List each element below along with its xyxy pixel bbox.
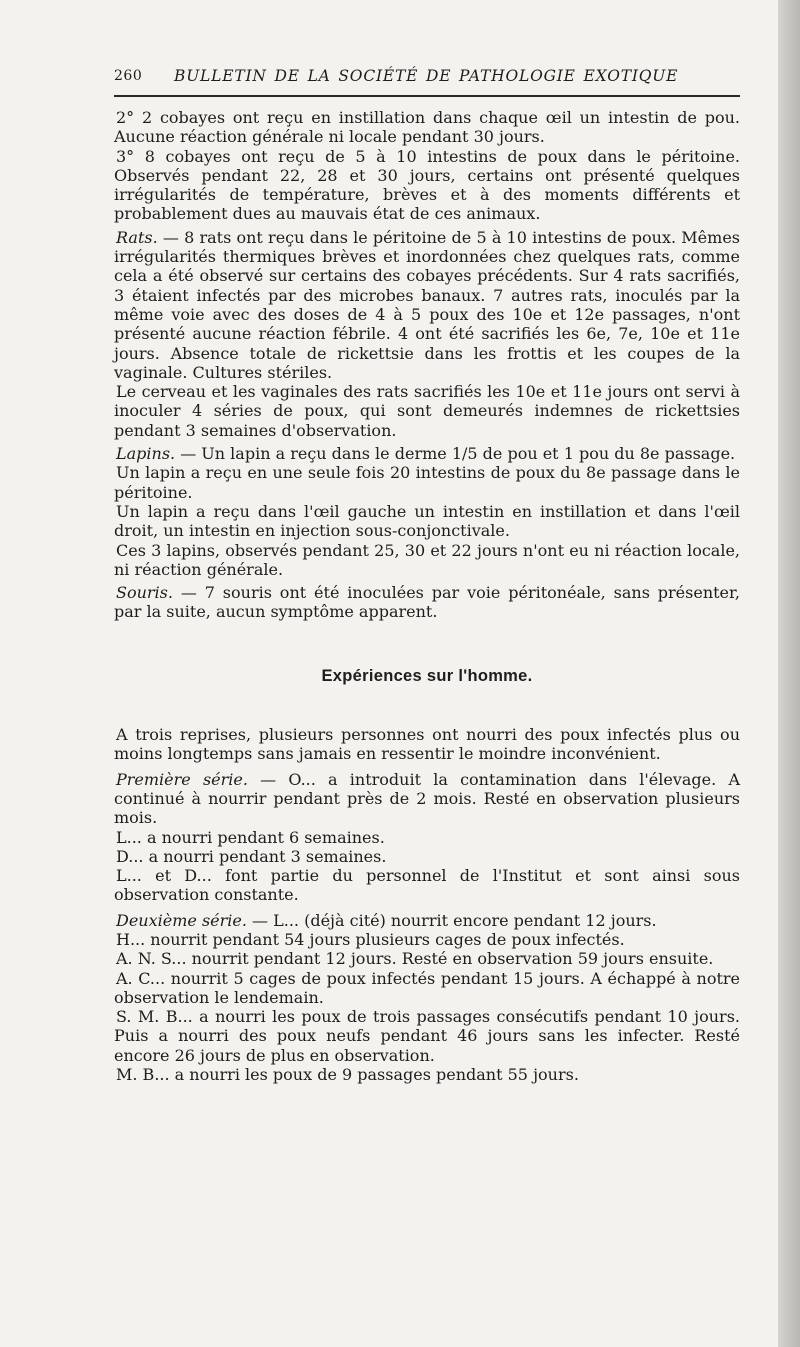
page-header [114, 64, 740, 90]
paragraph: S. M. B... a nourri les poux de trois passages consécutifs pendant 10 jours. Puis a nourri des poux neufs pendant 46 jours sans les infecter. Resté encore 26 jours de plus en observation. [114, 1007, 740, 1065]
paragraph-label: Lapins. [116, 444, 176, 464]
paragraph: L... a nourri pendant 6 semaines. [116, 827, 385, 847]
paragraph: A. N. S... nourrit pendant 12 jours. Resté en observation 59 jours ensuite. [116, 949, 714, 969]
paragraph: Souris. — 7 souris ont été inoculées par voie péritonéale, sans présenter, par la suite, aucun symptôme apparent. [114, 583, 740, 622]
paragraph: Ces 3 lapins, observés pendant 25, 30 et 22 jours n'ont eu ni réaction locale, ni réaction générale. [114, 540, 740, 579]
page-edge-shadow [778, 0, 800, 1347]
running-title: BULLETIN DE LA SOCIÉTÉ DE PATHOLOGIE EXOTIQUE [174, 67, 679, 85]
body-text [114, 108, 740, 1084]
paragraph: D... a nourri pendant 3 semaines. [116, 846, 387, 866]
paragraph: L... et D... font partie du personnel de l'Institut et sont ainsi sous observation constante. [114, 866, 740, 905]
paragraph: Lapins. — Un lapin a reçu dans le derme 1/5 de pou et 1 pou du 8e passage. [116, 444, 736, 464]
paragraph: M. B... a nourri les poux de 9 passages pendant 55 jours. [116, 1065, 579, 1085]
paragraph: A trois reprises, plusieurs personnes ont nourri des poux infectés plus ou moins longtemps sans jamais en ressentir le moindre inconvénient. [114, 725, 740, 764]
paragraph: Deuxième série. — L... (déjà cité) nourrit encore pendant 12 jours. [116, 910, 657, 930]
paragraph: 3° 8 cobayes ont reçu de 5 à 10 intestins de poux dans le péritoine. Observés pendant 22, 28 et 30 jours, certains ont présenté quelques irrégularités de température, brèves et à des moments différents et probablement dues au mauvais état de ces animaux. [114, 146, 740, 224]
paragraph: H... nourrit pendant 54 jours plusieurs cages de poux infectés. [116, 929, 625, 949]
paragraph-label: Deuxième série. [116, 910, 247, 930]
paragraph: A. C... nourrit 5 cages de poux infectés pendant 15 jours. A échappé à notre observation le lendemain. [114, 968, 740, 1007]
header-rule [114, 95, 740, 97]
paragraph-label: Souris. [116, 583, 173, 603]
paragraph: Rats. — 8 rats ont reçu dans le péritoine de 5 à 10 intestins de poux. Mêmes irrégularités thermiques brèves et inordonnées chez quelques rats, comme cela a été observé sur certains des cobayes précédents. Sur 4 rats sacrifiés, 3 étaient infectés par des microbes banaux. 7 autres rats, inoculés par la même voie avec des doses de 4 à 5 poux des 10e et 12e passages, n'ont présenté aucune réaction fébrile. 4 ont été sacrifiés les 6e, 7e, 10e et 11e jours. Absence totale de rickettsie dans les frottis et les coupes de la vaginale. Cultures stériles. [114, 227, 740, 382]
section-heading: Expériences sur l'homme. [321, 666, 533, 685]
paragraph-label: Première série. [116, 769, 248, 789]
paragraph: Le cerveau et les vaginales des rats sacrifiés les 10e et 11e jours ont servi à inoculer 4 séries de poux, qui sont demeurés indemnes de rickettsies pendant 3 semaines d'observation. [114, 382, 740, 440]
paragraph-label: Rats. [116, 227, 158, 247]
paragraph: Un lapin a reçu dans l'œil gauche un intestin en instillation et dans l'œil droit, un intestin en injection sous-conjonctivale. [114, 501, 740, 541]
paragraph: 2° 2 cobayes ont reçu en instillation dans chaque œil un intestin de pou. Aucune réaction générale ni locale pendant 30 jours. [114, 108, 740, 147]
paragraph: Un lapin a reçu en une seule fois 20 intestins de poux du 8e passage dans le péritoine. [114, 463, 740, 502]
paragraph: Première série. — O... a introduit la contamination dans l'élevage. A continué à nourrir pendant près de 2 mois. Resté en observation plusieurs mois. [114, 769, 740, 828]
page-number: 260 [114, 68, 143, 84]
